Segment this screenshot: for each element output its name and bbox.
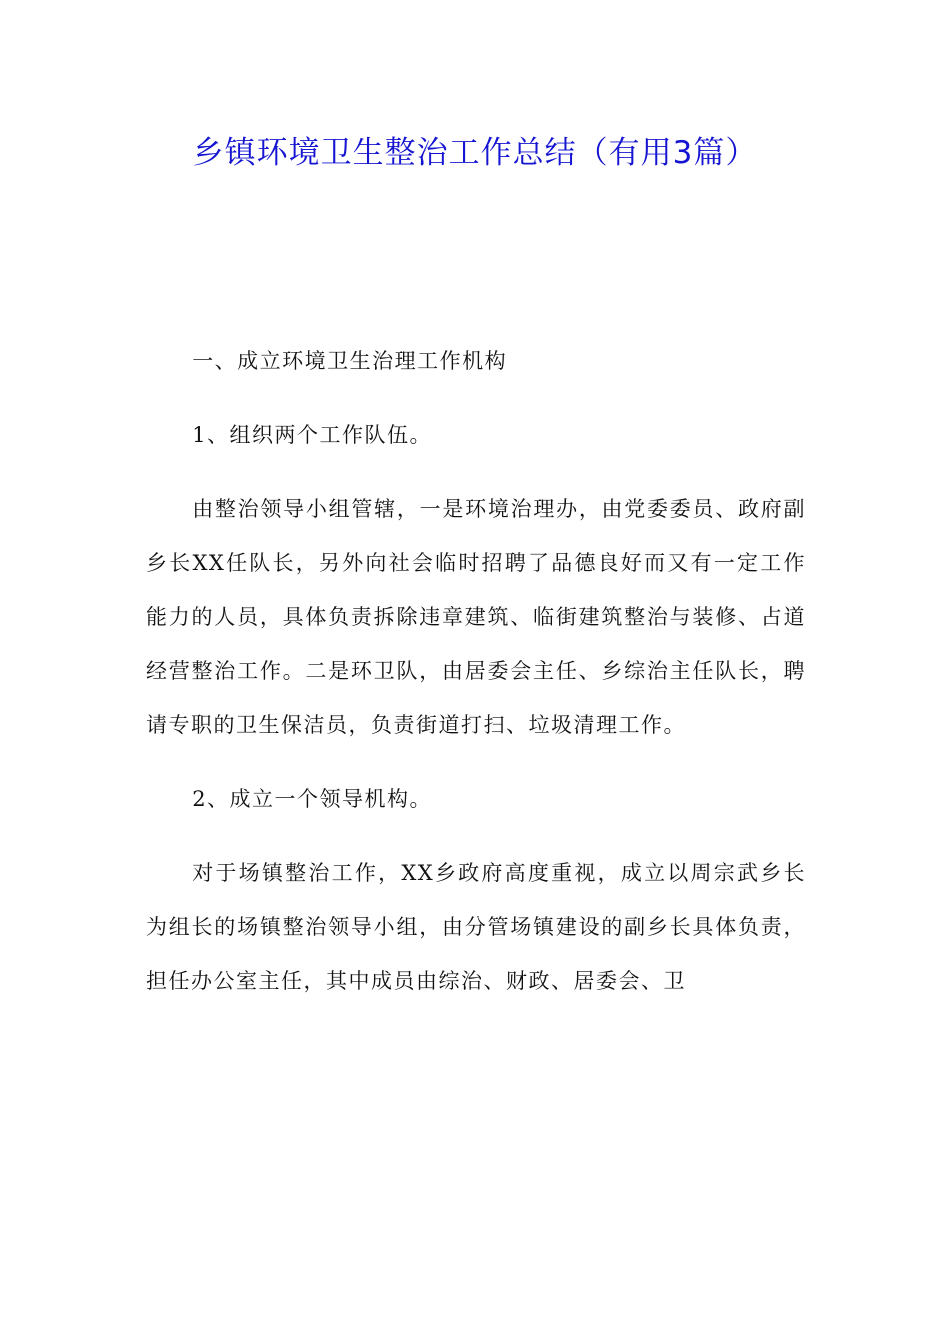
document-body bbox=[146, 334, 806, 1028]
subheading-2: 2、成立一个领导机构。 bbox=[192, 787, 433, 811]
body-paragraph-2: 对于场镇整治工作，XX乡政府高度重视，成立以周宗武乡长为组长的场镇整治领导小组，由分管场镇建设的副乡长具体负责，担任办公室主任，其中成员由综治、财政、居委会、卫 bbox=[146, 861, 806, 993]
subheading-1: 1、组织两个工作队伍。 bbox=[192, 423, 433, 447]
section-heading: 一、成立环境卫生治理工作机构 bbox=[192, 349, 508, 373]
body-paragraph-1: 由整治领导小组管辖，一是环境治理办，由党委委员、政府副乡长XX任队长，另外向社会临时招聘了品德良好而又有一定工作能力的人员，具体负责拆除违章建筑、临街建筑整治与装修、占道经营整治工作。二是环卫队，由居委会主任、乡综治主任队长，聘请专职的卫生保洁员，负责街道打扫、垃圾清理工作。 bbox=[146, 497, 806, 737]
document-title: 乡镇环境卫生整治工作总结（有用3篇） bbox=[192, 135, 758, 171]
